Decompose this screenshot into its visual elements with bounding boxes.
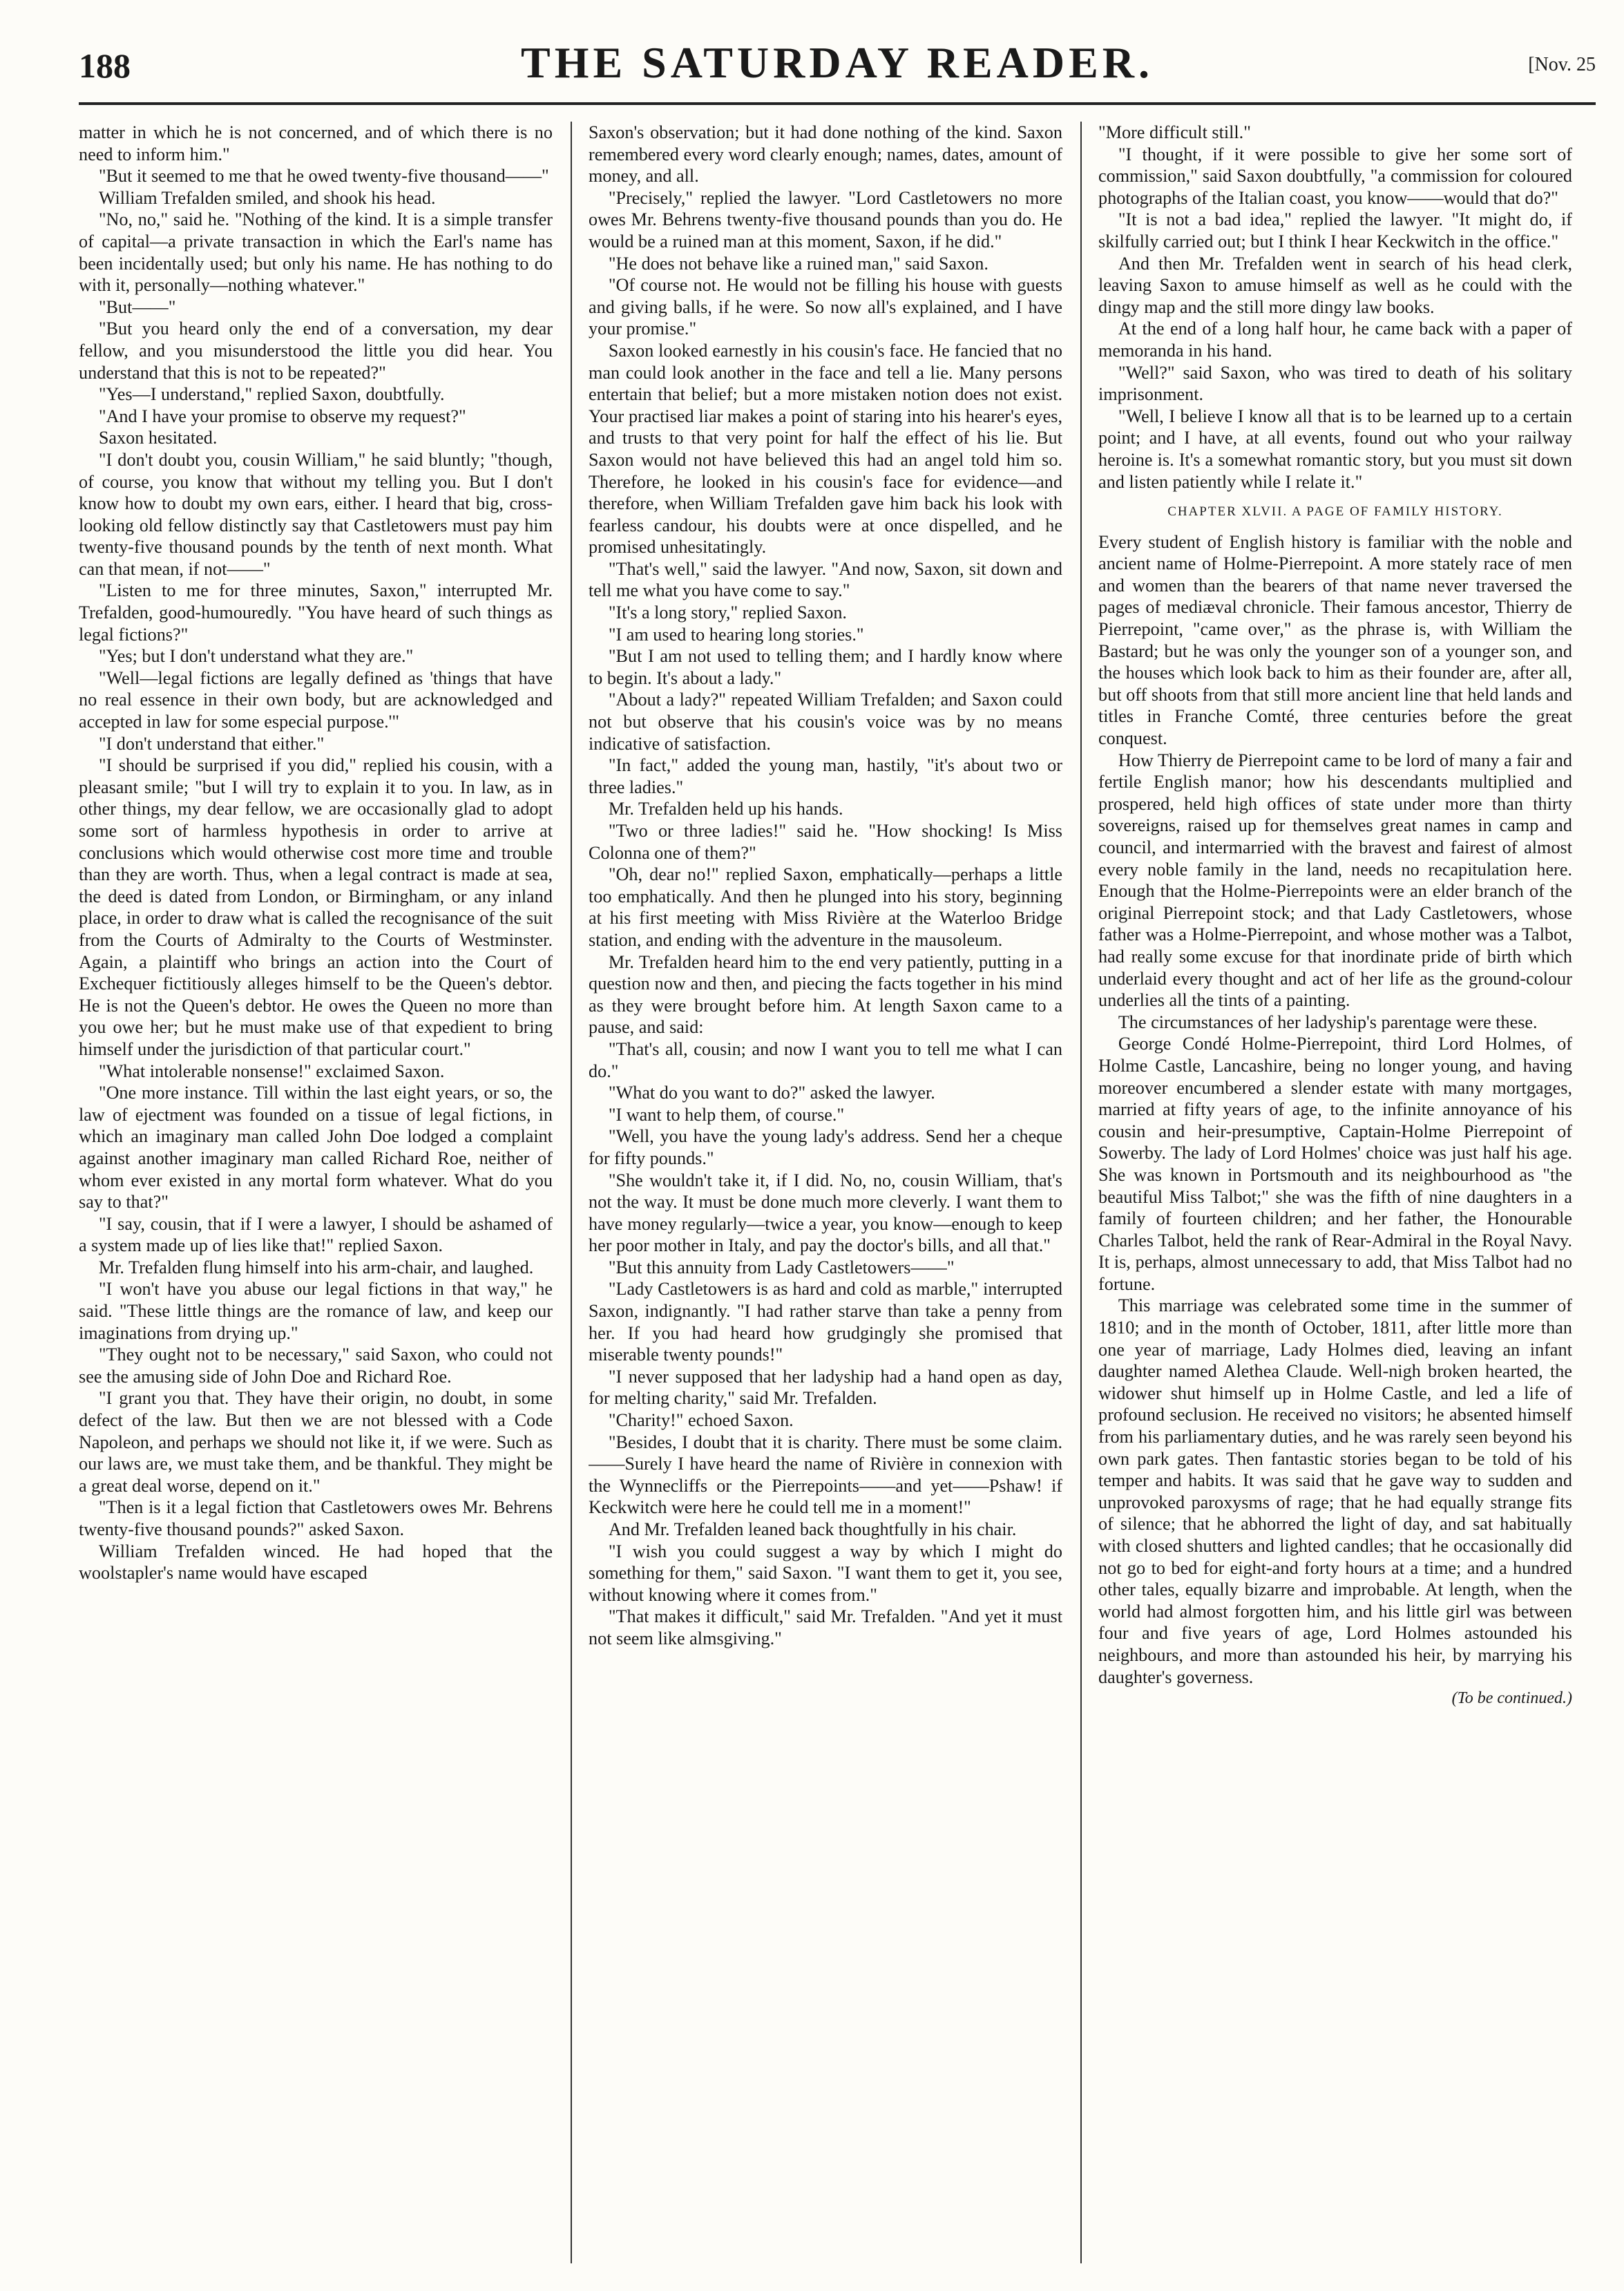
paragraph: "It is not a bad idea," replied the lawyer. "It might do, if skilfully carried out; but I think I hear Keckwitch in the office." xyxy=(1098,209,1572,251)
paragraph: "Well, I believe I know all that is to be learned up to a certain point; and I have, at all events, found out who your railway heroine is. It's a somewhat romantic story, but you must sit down and listen patiently while I relate it." xyxy=(1098,406,1572,492)
paragraph: "About a lady?" repeated William Trefalden; and Saxon could not but observe that his cousin's voice was by no means indicative of satisfaction. xyxy=(589,690,1062,754)
paragraph: "They ought not to be necessary," said Saxon, who could not see the amusing side of John Doe and Richard Roe. xyxy=(79,1344,553,1387)
paragraph: "It's a long story," replied Saxon. xyxy=(608,602,847,623)
paragraph: "That's all, cousin; and now I want you to tell me what I can do." xyxy=(589,1038,1062,1081)
paragraph: "But it seemed to me that he owed twenty-five thousand——" xyxy=(98,166,549,187)
column-separator xyxy=(1080,122,1082,2263)
paragraph: Saxon looked earnestly in his cousin's face. He fancied that no man could look another in the face and tell a lie. Many persons entertain that belief; but a more mistaken notion does not exist. Your practised liar makes a point of staring into his hearer's eyes, and trusts to that very point for half the effect of his lie. But Saxon would not have believed this had an angel told him so. Therefore, he looked in his cousin's face for evidence—and therefore, when William Trefalden gave him back his look with fearless candour, his doubts were at once dispelled, and he promised unhesitatingly. xyxy=(589,340,1062,558)
paragraph: "I am used to hearing long stories." xyxy=(608,624,864,645)
paragraph: Mr. Trefalden flung himself into his arm-chair, and laughed. xyxy=(98,1257,534,1277)
paragraph: This marriage was celebrated some time in the summer of 1810; and in the month of October, 1811, after little more than one year of marriage, Lady Holmes died, leaving an infant daughter named Alethea Claude. Well-nigh broken hearted, the widower shut himself up in Holme Castle, and led a life of profound seclusion. He received no visitors; he absented himself from his parliamentary duties, and he was rarely seen beyond his own park gates. Then fantastic stories began to be told of his temper and habits. It was said that he gave way to sudden and unprovoked paroxysms of rage; that he had equally strange fits of silence; that he abhorred the light of day, and sat habitually with closed shutters and lighted candles; that he occasionally did not go to bed for eight-and forty hours at a time; and a hundred other tales, equally bizarre and improbable. At length, when the world had almost forgotten him, and his little girl was between four and five years of age, Lord Holmes astounded his neighbours, and more than astounded his heir, by marrying his daughter's governess. xyxy=(1098,1295,1572,1687)
column-3-opening-text xyxy=(1098,122,1572,493)
paragraph: "I don't doubt you, cousin William," he said bluntly; "though, of course, you know that without my telling you. But I don't know how to doubt my own ears, either. I heard that big, cross-looking old fellow distinctly say that Castletowers must pay him twenty-five thousand pounds by the tenth of next month. What can that mean, if not——" xyxy=(79,449,553,579)
paragraph: "Well?" said Saxon, who was tired to death of his solitary imprisonment. xyxy=(1098,362,1572,405)
paragraph: "I never supposed that her ladyship had a hand open as day, for melting charity," said Mr. Trefalden. xyxy=(589,1366,1062,1409)
paragraph: "Listen to me for three minutes, Saxon," interrupted Mr. Trefalden, good-humouredly. "You have heard of such things as legal fictions?" xyxy=(79,580,553,645)
paragraph: "Precisely," replied the lawyer. "Lord Castletowers no more owes Mr. Behrens twenty-five thousand pounds than you do. He would be a ruined man at this moment, Saxon, if he did." xyxy=(589,187,1062,251)
paragraph: "I want to help them, of course." xyxy=(608,1104,845,1125)
paragraph: "What do you want to do?" asked the lawyer. xyxy=(608,1083,935,1103)
paragraph: "Yes; but I don't understand what they are." xyxy=(98,646,414,667)
paragraph: "Well—legal fictions are legally defined as 'things that have no real essence in their own body, but are acknowledged and accepted in law for some especial purpose.'" xyxy=(79,667,553,732)
paragraph: "I say, cousin, that if I were a lawyer, I should be ashamed of a system made up of lies like that!" replied Saxon. xyxy=(79,1213,553,1256)
paragraph: "More difficult still." xyxy=(1098,122,1251,142)
paragraph: "Oh, dear no!" replied Saxon, emphatically—perhaps a little too emphatically. And then he plunged into his story, beginning at his first meeting with Miss Rivière at the Waterloo Bridge station, and ending with the adventure in the mausoleum. xyxy=(589,864,1062,950)
paragraph: "Of course not. He would not be filling his house with guests and giving balls, if he were. So now all's explained, and I have your promise." xyxy=(589,275,1062,339)
paragraph: Saxon hesitated. xyxy=(98,428,218,448)
paragraph: "I grant you that. They have their origin, no doubt, in some defect of the law. But then we are not blessed with a Code Napoleon, and perhaps we should not like it, if we were. Such as our laws are, we must take them, and be thankful. They might be a great deal worse, depend on it." xyxy=(79,1388,553,1496)
paragraph: matter in which he is not concerned, and of which there is no need to inform him." xyxy=(79,122,553,164)
paragraph: Mr. Trefalden heard him to the end very patiently, putting in a question now and then, and piecing the facts together in his mind as they were brought before him. At length Saxon came to a pause, and said: xyxy=(589,951,1062,1038)
paragraph: "But this annuity from Lady Castletowers——" xyxy=(608,1257,955,1277)
paragraph: "Yes—I understand," replied Saxon, doubtfully. xyxy=(98,384,445,405)
paragraph: "One more instance. Till within the last eight years, or so, the law of ejectment was founded on a tissue of legal fictions, in which an imaginary man called John Doe lodged a complaint against another imaginary man called Richard Roe, neither of whom ever existed in any mortal form whatever. What do you say to that?" xyxy=(79,1083,553,1213)
paragraph: "I don't understand that either." xyxy=(98,733,325,754)
paragraph: William Trefalden winced. He had hoped that the woolstapler's name would have escaped xyxy=(79,1541,553,1584)
masthead-title: THE SATURDAY READER. xyxy=(521,38,1154,87)
paragraph: "She wouldn't take it, if I did. No, no, cousin William, that's not the way. It must be done much more cleverly. I want them to have money regularly—twice a year, you know—enough to keep her poor mother in Italy, and pay the doctor's bills, and all that." xyxy=(589,1170,1062,1256)
paragraph: "No, no," said he. "Nothing of the kind. It is a simple transfer of capital—a private transaction in which the Earl's name has been incidentally used; but only his name. He has nothing to do with it, personally—nothing whatever." xyxy=(79,209,553,296)
paragraph: And then Mr. Trefalden went in search of his head clerk, leaving Saxon to amuse himself as well as he could with the dingy map and the still more dingy law books. xyxy=(1098,253,1572,317)
paragraph: "Charity!" echoed Saxon. xyxy=(608,1410,794,1431)
column-separator xyxy=(571,122,572,2263)
paragraph: Mr. Trefalden held up his hands. xyxy=(608,799,843,819)
to-be-continued-note: (To be continued.) xyxy=(1451,1689,1572,1708)
paragraph: "I wish you could suggest a way by which I might do something for them," said Saxon. "I want them to get it, you see, without knowing where it comes from." xyxy=(589,1541,1062,1605)
page-header xyxy=(79,36,1596,97)
paragraph: "But you heard only the end of a conversation, my dear fellow, and you misunderstood the little you did hear. You understand that this is not to be repeated?" xyxy=(79,319,553,383)
paragraph: George Condé Holme-Pierrepoint, third Lord Holmes, of Holme Castle, Lancashire, being no longer young, and having moreover encumbered a slender estate with many mortgages, married at fifty years of age, to the infinite annoyance of his cousin and heir-presumptive, Captain-Holme Pierrepoint of Sowerby. The lady of Lord Holmes' choice was just half his age. She was known in Portsmouth and its neighbourhood as "the beautiful Miss Talbot;" she was the fifth of nine daughters in a family of fourteen children; and her father, the Honourable Charles Talbot, held the rank of Rear-Admiral in the Royal Navy. It is, perhaps, almost unnecessary to add, that Miss Talbot had no fortune. xyxy=(1098,1034,1572,1294)
paragraph: How Thierry de Pierrepoint came to be lord of many a fair and fertile English manor; how his descendants multiplied and prospered, held high offices of state under more than thirty sovereigns, raised up for themselves great names in camp and council, and intermarried with the bravest and fairest of almost every noble family in the land, needs no recapitulation here. Enough that the Holme-Pierrepoints were an elder branch of the original Pierrepoint stock; and that Lady Castletowers, whose father was a Holme-Pierrepoint, and whose mother was a Talbot, had really some excuse for that inordinate pride of birth which underlaid every thought and act of her life as the ground-colour underlies all the tints of a painting. xyxy=(1098,750,1572,1011)
paragraph: William Trefalden smiled, and shook his head. xyxy=(98,187,436,208)
paragraph: "I should be surprised if you did," replied his cousin, with a pleasant smile; "but I will try to explain it to you. In law, as in other things, my dear fellow, we are occasionally glad to adopt some sort of harmless hypothesis in order to arrive at conclusions which would otherwise cost more time and trouble than they are worth. Thus, when a legal contract is made at sea, the deed is dated from London, or Birmingham, or any inland place, in order to draw what is called the recognisance of the suit from the Courts of Admiralty to the Courts of Westminster. Again, a plaintiff who brings an action into the Court of Exchequer fictitiously alleges himself to be the Queen's debtor. He is not the Queen's debtor. He owes the Queen no more than you owe her; but he must make use of that expedient to bring himself under the jurisdiction of that particular court." xyxy=(79,755,553,1059)
issue-date: [Nov. 25 xyxy=(1528,54,1596,75)
paragraph: "And I have your promise to observe my request?" xyxy=(98,406,466,426)
paragraph: "Lady Castletowers is as hard and cold as marble," interrupted Saxon, indignantly. "I had rather starve than take a penny from her. If you had heard how grudgingly she promised that miserable twenty pounds!" xyxy=(589,1279,1062,1365)
paragraph: "I won't have you abuse our legal fictions in that way," he said. "These little things are the romance of law, and keep our imaginations from drying up." xyxy=(79,1279,553,1343)
paragraph: "In fact," added the young man, hastily, "it's about two or three ladies." xyxy=(589,755,1062,797)
paragraph: And Mr. Trefalden leaned back thoughtfully in his chair. xyxy=(608,1519,1017,1539)
paragraph: Every student of English history is familiar with the noble and ancient name of Holme-Pierrepoint. A more stately race of men and women than the bearers of that name never traversed the pages of mediæval chronicle. Their famous ancestor, Thierry de Pierrepoint, "came over," as the phrase is, with William the Bastard; but he was only the younger son of a younger son, and the houses which look back to him as their founder are, after all, but off shoots from that still more ancient line that held lands and titles in Franche Comté, three centuries before the great conquest. xyxy=(1098,531,1572,749)
text-column-1 xyxy=(79,122,553,2263)
paragraph: "Besides, I doubt that it is charity. There must be some claim.——Surely I have heard the name of Rivière in connexion with the Wynnecliffs or the Pierrepoints——and yet——Pshaw! if Keckwitch were here he could tell me in a moment!" xyxy=(589,1432,1062,1518)
paragraph: Saxon's observation; but it had done nothing of the kind. Saxon remembered every word clearly enough; names, dates, amount of money, and all. xyxy=(589,122,1062,187)
paragraph: The circumstances of her ladyship's parentage were these. xyxy=(1118,1011,1538,1032)
paragraph: At the end of a long half hour, he came back with a paper of memoranda in his hand. xyxy=(1098,319,1572,361)
paragraph: "But——" xyxy=(98,296,176,317)
text-column-3 xyxy=(1098,122,1572,2263)
text-column-2 xyxy=(589,122,1062,2263)
paragraph: "But I am not used to telling them; and I hardly know where to begin. It's about a lady." xyxy=(589,646,1062,688)
paragraph: "What intolerable nonsense!" exclaimed Saxon. xyxy=(98,1061,445,1081)
paragraph: "Well, you have the young lady's address. Send her a cheque for fifty pounds." xyxy=(589,1126,1062,1168)
paragraph: "I thought, if it were possible to give her some sort of commission," said Saxon doubtfully, "a commission for coloured photographs of the Italian coast, you know——would that do?" xyxy=(1098,144,1572,208)
page-number: 188 xyxy=(79,46,131,85)
paragraph: "Then is it a legal fiction that Castletowers owes Mr. Behrens twenty-five thousand pounds?" asked Saxon. xyxy=(79,1497,553,1539)
paragraph: "He does not behave like a ruined man," said Saxon. xyxy=(608,253,988,274)
column-3-chapter-text xyxy=(1098,531,1572,1688)
paragraph: "That's well," said the lawyer. "And now, Saxon, sit down and tell me what you have come to say." xyxy=(589,558,1062,601)
header-rule xyxy=(79,102,1596,105)
paragraph: "That makes it difficult," said Mr. Trefalden. "And yet it must not seem like almsgiving." xyxy=(589,1606,1062,1648)
chapter-heading: CHAPTER XLVII. A PAGE OF FAMILY HISTORY. xyxy=(1167,504,1503,520)
paragraph: "Two or three ladies!" said he. "How shocking! Is Miss Colonna one of them?" xyxy=(589,821,1062,863)
